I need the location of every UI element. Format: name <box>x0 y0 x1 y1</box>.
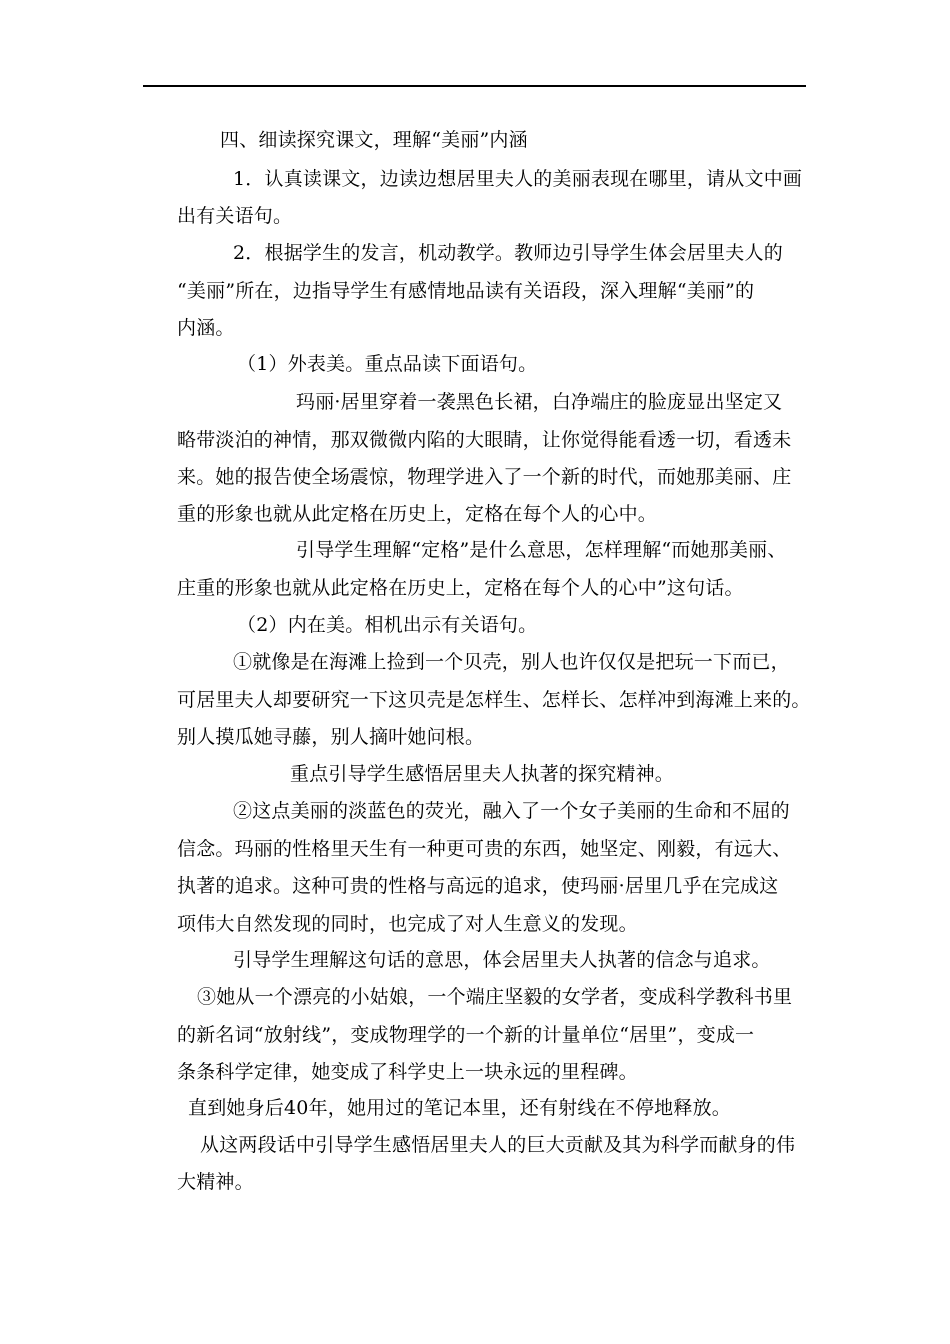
text-line: （1）外表美。重点品读下面语句。 <box>237 353 538 375</box>
text-line: 执著的追求。这种可贵的性格与高远的追求，使玛丽·居里几乎在完成这 <box>177 875 779 897</box>
text-line: 项伟大自然发现的同时，也完成了对人生意义的发现。 <box>177 913 638 935</box>
text-line: 重的形象也就从此定格在历史上，定格在每个人的心中。 <box>177 503 658 525</box>
text-line: 内涵。 <box>177 317 235 339</box>
text-line: 别人摸瓜她寻藤，别人摘叶她问根。 <box>177 726 485 748</box>
text-line: 可居里夫人却要研究一下这贝壳是怎样生、怎样长、怎样冲到海滩上来的。 <box>177 689 811 711</box>
text-line: 庄重的形象也就从此定格在历史上，定格在每个人的心中”这句话。 <box>177 577 744 599</box>
text-line: 2．根据学生的发言，机动教学。教师边引导学生体会居里夫人的 <box>233 242 783 264</box>
text-line: 条条科学定律，她变成了科学史上一块永远的里程碑。 <box>177 1061 638 1083</box>
header-rule <box>143 85 806 87</box>
text-line: 信念。玛丽的性格里天生有一种更可贵的东西，她坚定、刚毅，有远大、 <box>177 838 792 860</box>
text-line: ③她从一个漂亮的小姑娘，一个端庄坚毅的女学者，变成科学教科书里 <box>197 986 793 1008</box>
text-line: 来。她的报告使全场震惊，物理学进入了一个新的时代，而她那美丽、庄 <box>177 466 792 488</box>
text-line: 引导学生理解这句话的意思，体会居里夫人执著的信念与追求。 <box>233 949 771 971</box>
text-line: 的新名词“放射线”，变成物理学的一个新的计量单位“居里”，变成一 <box>177 1024 755 1046</box>
text-line: 直到她身后40年，她用过的笔记本里，还有射线在不停地释放。 <box>188 1097 731 1119</box>
text-line: 大精神。 <box>177 1171 254 1193</box>
text-line: ②这点美丽的淡蓝色的荧光，融入了一个女子美丽的生命和不屈的 <box>233 800 790 822</box>
section-heading: 四、细读探究课文，理解“美丽”内涵 <box>220 129 528 151</box>
text-line: 重点引导学生感悟居里夫人执著的探究精神。 <box>290 763 675 785</box>
text-line: 玛丽·居里穿着一袭黑色长裙，白净端庄的脸庞显出坚定又 <box>296 391 783 413</box>
text-line: 从这两段话中引导学生感悟居里夫人的巨大贡献及其为科学而献身的伟 <box>200 1134 796 1156</box>
text-line: 出有关语句。 <box>177 205 293 227</box>
text-line: ①就像是在海滩上捡到一个贝壳，别人也许仅仅是把玩一下而已， <box>233 651 790 673</box>
text-line: （2）内在美。相机出示有关语句。 <box>237 614 538 636</box>
text-line: 略带淡泊的神情，那双微微内陷的大眼睛，让你觉得能看透一切，看透未 <box>177 429 792 451</box>
text-line: 引导学生理解“定格”是什么意思，怎样理解“而她那美丽、 <box>296 539 787 561</box>
text-line: 1．认真读课文，边读边想居里夫人的美丽表现在哪里，请从文中画 <box>233 168 803 190</box>
text-line: “美丽”所在，边指导学生有感情地品读有关语段，深入理解“美丽”的 <box>177 280 755 302</box>
